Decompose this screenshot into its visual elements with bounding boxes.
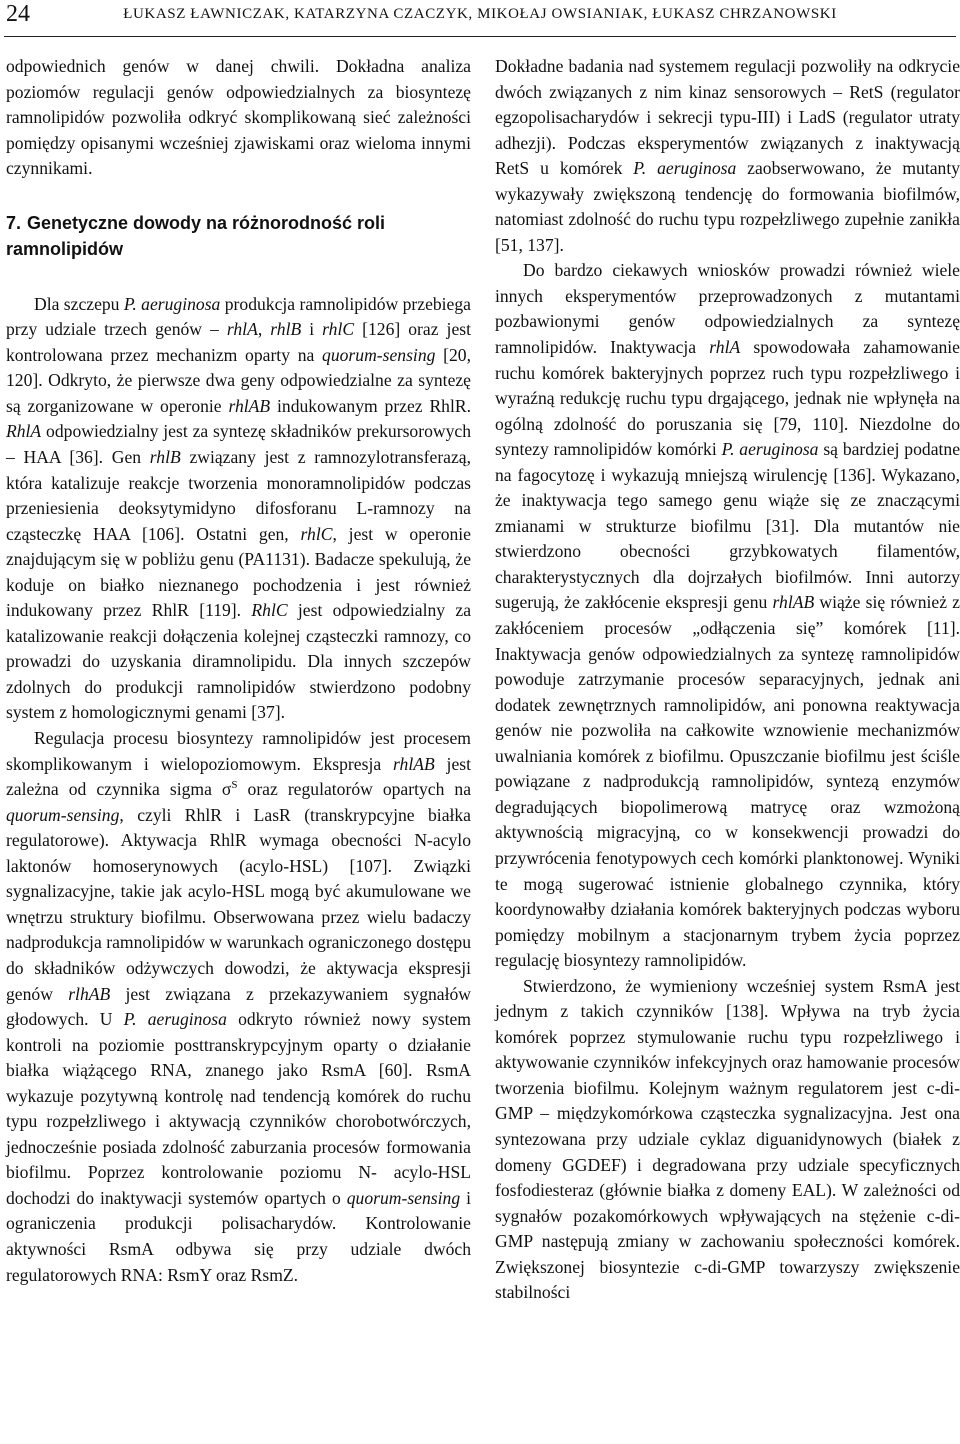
left-column xyxy=(6,54,471,1288)
species-name: P. aeruginosa xyxy=(721,439,819,460)
section-title: Genetyczne dowody na różnorodność roli ramnolipidów xyxy=(6,212,386,259)
gene-name: rhlA xyxy=(226,319,258,340)
term-quorum-sensing: quorum-sensing xyxy=(346,1187,461,1208)
species-name: P. aeruginosa xyxy=(123,1009,227,1030)
right-column xyxy=(495,54,960,1306)
gene-name: rhlAB xyxy=(228,395,271,416)
body-paragraph-mutants: Do bardzo ciekawych wniosków prowadzi również wiele innych eksperymentów przeprowadzonych z mutantami pozbawionymi genów odpowiedzialnych za syntezę ramnolipidów. Inaktywacja rhlA spowodowała zahamowanie ruchu komórek bakteryjnych poprzez ruch typu rozpełzliwego i wyraźną redukcję ruchu typu drgającego, jednak nie wpłynęła na ogólną zdolność do poruszania się [79, 110]. Niezdolne do syntezy ramnolipidów komórki P. aeruginosa są bardziej podatne na fagocytozę i wykazują mniejszą wirulencję [136]. Wykazano, że inaktywacja tego samego genu wiąże się ze znaczącymi zmianami w strukturze biofilmu [31]. Dla mutantów nie stwierdzono obecności grzybkowatych filamentów, charakterystycznych dla dojrzałych biofilmów. Inni autorzy sugerują, że zakłócenie ekspresji genu rhlAB wiąże się również z zakłóceniem procesów „odłączenia się” komórek [11]. Inaktywacja genów odpowiedzialnych za syntezę ramnolipidów powoduje zatrzymanie procesów separacyjnych, jednak ani dodatek zewnętrznych ramnolipidów, ani ponowna reaktywacja genów nie pozwoliła na całkowite wznowienie mechanizmów uwalniania komórek z biofilmu. Opuszczanie biofilmu jest ściśle powiązane z nadprodukcją ramnolipidów, syntezą enzymów degradujących biopolimerową matrycę oraz wzmożoną aktywnością migracyjną, co w konsekwencji prowadzi do przywrócenia fenotypowych cech komórki planktonowej. Wyniki te mogą sugerować istnienie globalnego czynnika, który koordynowałby działania komórek bakteryjnych podczas wyboru pomiędzy mobilnym a stacjonarnym trybem życia poprzez regulację biosyntezy ramnolipidów. xyxy=(495,260,960,971)
term-quorum-sensing: quorum-sensing xyxy=(6,804,120,825)
species-name: P. aeruginosa xyxy=(123,293,221,314)
page-number: 24 xyxy=(6,1,30,27)
sigma-superscript: S xyxy=(231,779,238,792)
gene-name: rhlC xyxy=(300,523,333,544)
gene-name: rhlC xyxy=(322,319,355,340)
section-heading xyxy=(6,210,471,262)
gene-name: rhlB xyxy=(270,319,302,340)
gene-name: RhlA xyxy=(6,421,42,442)
intro-paragraph: odpowiednich genów w danej chwili. Dokładna analiza poziomów regulacji genów odpowiedzialnych za biosyntezę ramnolipidów pozwoliła odkryć skomplikowaną sieć zależności pomiędzy opisanymi wcześniej zjawiskami oraz wieloma innymi czynnikami. xyxy=(6,56,471,179)
running-head-authors: ŁUKASZ ŁAWNICZAK, KATARZYNA CZACZYK, MIKOŁAJ OWSIANIAK, ŁUKASZ CHRZANOWSKI xyxy=(123,6,837,22)
body-paragraph-regulation: Regulacja procesu biosyntezy ramnolipidów jest procesem skomplikowanym i wielopoziomowym. Ekspresja rhlAB jest zależna od czynnika sigma $\sigma^S$ oraz regulatorów opartych na quorum-sensing, czyli RhlR i LasR (transkrypcyjne białka regulatorowe). Aktywacja RhlR wymaga obecności N-acylo laktonów homoserynowych (acylo-HSL) [107]. Związki sygnalizacyjne, takie jak acylo-HSL mogą być akumulowane we wnętrzu struktury biofilmu. Obserwowana przez wielu badaczy nadprodukcja ramnolipidów w warunkach ograniczonego dostępu do składników odżywczych dowodzi, że aktywacja ekspresji genów rlhAB jest związana z przekazywaniem sygnałów głodowych. U P. aeruginosa odkryto również nowy system kontroli na poziomie posttranskrypcyjnym oparty o działanie białka wiążącego RNA, znanego jako RsmA [60]. RsmA wykazuje pozytywną kontrolę nad tendencją komórek do ruchu typu rozpełzliwego i aktywacją czynników chorobotwórczych, jednocześnie posiada zdolność zaburzania procesów formowania biofilmu. Poprzez kontrolowanie poziomu N- acylo-HSL dochodzi do inaktywacji systemów opartych o quorum-sensing i ograniczenia produkcji polisacharydów. Kontrolowanie aktywności RsmA odbywa się przy udziale dwóch regulatorowych RNA: RsmY oraz RsmZ. xyxy=(6,728,471,1285)
species-name: P. aeruginosa xyxy=(633,158,737,179)
gene-name: rhlB xyxy=(149,447,181,468)
page-header xyxy=(0,0,960,40)
body-paragraph-rsma: Stwierdzono, że wymieniony wcześniej system RsmA jest jednym z takich czynników [138]. Wpływa na tryb życia komórek poprzez stymulowanie ruchu typu rozpełzliwego i aktywowanie czynników infekcyjnych oraz hamowanie procesów tworzenia biofilmu. Kolejnym ważnym regulatorem jest c-di-GMP – międzykomórkowa cząsteczka sygnalizacyjna. Jest ona syntezowana przy udziale cyklaz diguanidynowych (białek z domeny GGDEF) i degradowana przy udziale specyficznych fosfodiesteraz (głównie białka z domeny EAL). W zależności od sygnałów pozakomórkowych wpływających na stężenie c-di-GMP następują zmiany w zachowaniu społeczności komórek. Zwiększonej biosyntezie c-di-GMP towarzyszy zwiększenie stabilności xyxy=(495,975,960,1303)
section-number: 7. xyxy=(6,212,22,233)
body-paragraph-genes: Dla szczepu P. aeruginosa produkcja ramnolipidów przebiega przy udziale trzech genów – rhlA, rhlB i rhlC [126] oraz jest kontrolowana przez mechanizm oparty na quorum-sensing [20, 120]. Odkryto, że pierwsze dwa geny odpowiedzialne za syntezę są zorganizowane w operonie rhlAB indukowanym przez RhlR. RhlA odpowiedzialny jest za syntezę składników prekursorowych – HAA [36]. Gen rhlB związany jest z ramnozylotransferazą, która katalizuje reakcje tworzenia monoramnolipidów podczas przeniesienia deoksytymidyno difosforanu L-ramnozy na cząsteczkę HAA [106]. Ostatni gen, rhlC, jest w operonie znajdującym się w pobliżu genu (PA1131). Badacze spekulują, że koduje on białko nieznanego pochodzenia i jest również indukowany przez RhlR [119]. RhlC jest odpowiedzialny za katalizowanie reakcji dołączenia kolejnej cząsteczki ramnozy, co prowadzi do uzyskania diramnolipidu. Dla innych szczepów zdolnych do produkcji ramnolipidów stwierdzono podobny system z homologicznymi genami [37]. xyxy=(6,293,472,723)
body-paragraph-kinases: Dokładne badania nad systemem regulacji pozwoliły na odkrycie dwóch związanych z nim kinaz sensorowych – RetS (regulator egzopolisacharydów i sekrecji typu-III) i LadS (regulator utraty adhezji). Podczas eksperymentów związanych z inaktywacją RetS u komórek P. aeruginosa zaobserwowano, że mutanty wykazywały zwiększoną tendencję do formowania biofilmów, natomiast zdolność do ruchu typu rozpełzliwego zupełnie zanikła [51, 137]. xyxy=(495,56,960,255)
term-quorum-sensing: quorum-sensing xyxy=(322,344,436,365)
header-rule xyxy=(4,36,956,37)
gene-name: RhlC xyxy=(251,600,288,621)
gene-name: rhlA xyxy=(709,337,741,358)
gene-name: rhlAB xyxy=(772,592,815,613)
gene-name: rlhAB xyxy=(68,983,111,1004)
gene-name: rhlAB xyxy=(393,753,435,774)
